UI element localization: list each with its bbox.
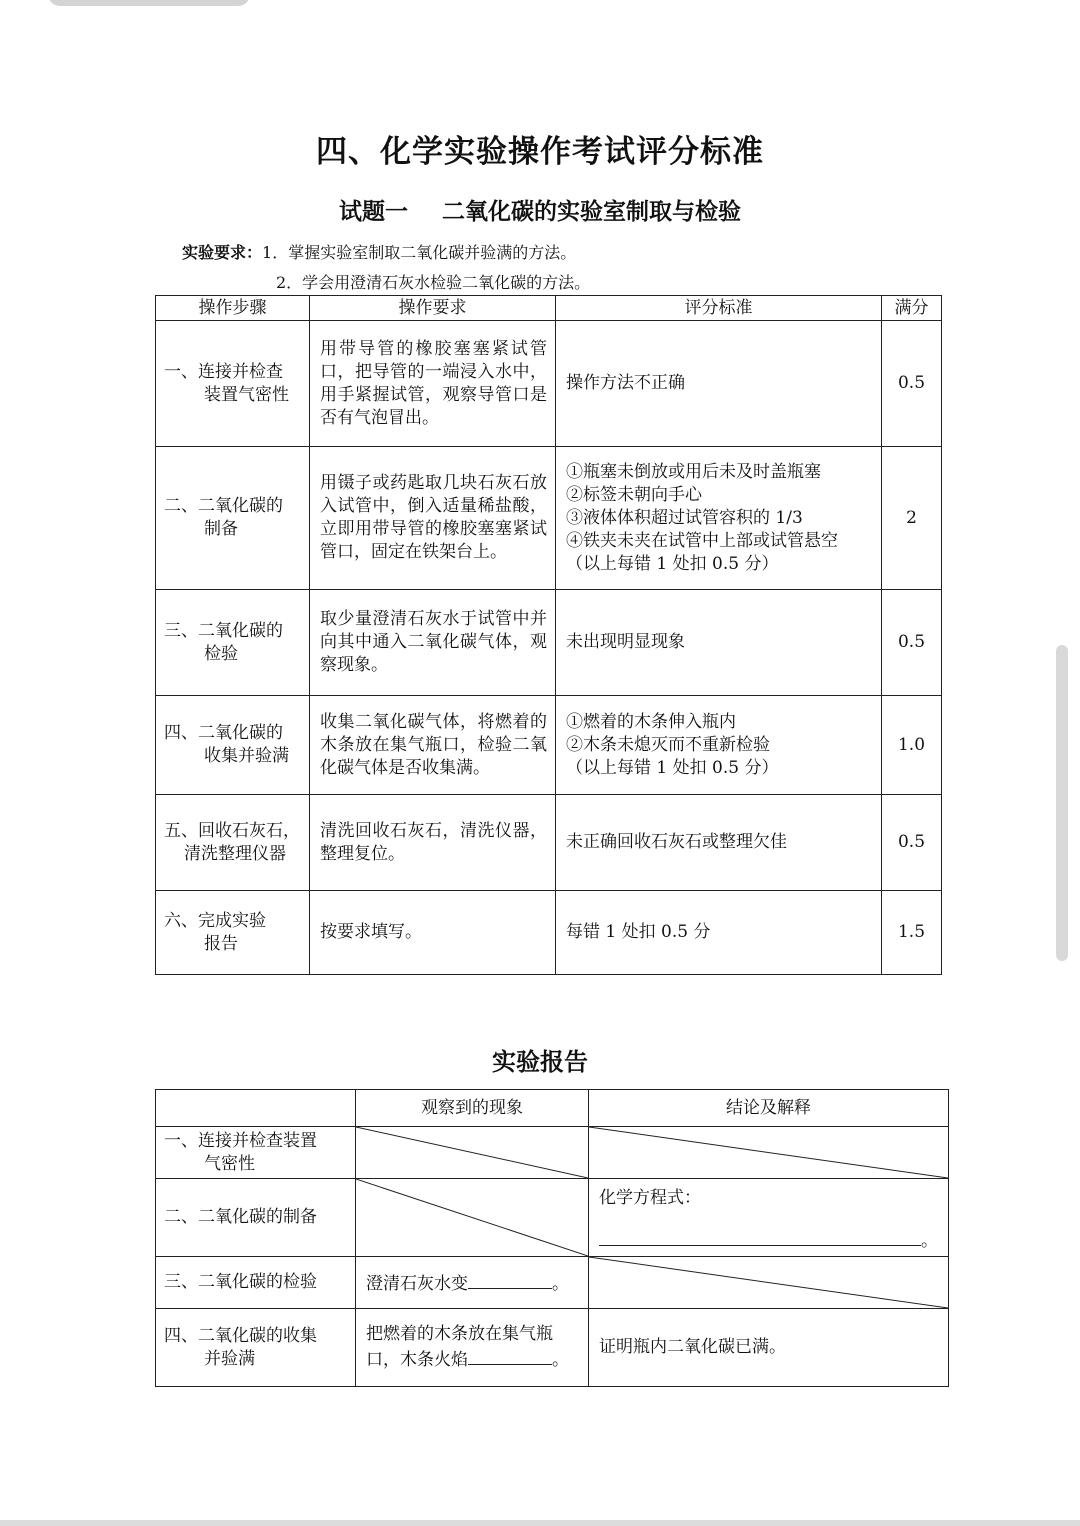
conclusion-cell (589, 1257, 949, 1309)
score-cell: 0.5 (882, 321, 942, 447)
diagonal-strike (356, 1127, 588, 1178)
step-label: 二、二氧化碳的制备 (164, 1207, 317, 1227)
table-row (156, 795, 942, 891)
score-cell: 2 (882, 447, 942, 590)
criteria-item: ④铁夹未夹在试管中上部或试管悬空 (566, 530, 838, 551)
diagonal-strike (589, 1257, 948, 1308)
observation-cell (356, 1257, 589, 1309)
observation-cell (356, 1127, 589, 1179)
criteria-cell (556, 795, 882, 891)
table-row (156, 1127, 949, 1179)
criteria-item: ②标签未朝向手心 (566, 484, 702, 505)
score-cell: 0.5 (882, 590, 942, 696)
observation-blank (468, 1346, 552, 1365)
step-label: 一、连接并检查装置 (164, 1130, 317, 1151)
criteria-note: （以上每错 1 处扣 0.5 分） (566, 553, 779, 574)
end-mark: 。 (552, 1350, 569, 1370)
conclusion-cell (589, 1179, 949, 1257)
table-row (156, 590, 942, 696)
report-step-cell (156, 1257, 356, 1309)
report-header-row (156, 1090, 949, 1127)
diagonal-strike (589, 1127, 948, 1178)
operation-cell: 按要求填写。 (310, 891, 556, 975)
step-label-cont: 并验满 (204, 1348, 255, 1369)
report-header-blank (156, 1090, 356, 1127)
criteria-item: ③液体体积超过试管容积的 1/3 (566, 507, 803, 528)
operation-cell: 收集二氧化碳气体，将燃着的木条放在集气瓶口，检验二氧化碳气体是否收集满。 (310, 696, 556, 795)
criteria-item: 未出现明显现象 (566, 632, 685, 652)
bottom-bar (0, 1520, 1080, 1526)
step-cell (156, 590, 310, 696)
criteria-cell (556, 696, 882, 795)
criteria-item: 未正确回收石灰石或整理欠佳 (566, 832, 787, 852)
step-label-cont: 装置气密性 (204, 384, 289, 405)
report-step-cell (156, 1179, 356, 1257)
step-cell (156, 891, 310, 975)
page-title: 四、化学实验操作考试评分标准 (316, 134, 764, 170)
step-label-cont: 清洗整理仪器 (184, 843, 286, 864)
report-step-cell (156, 1127, 356, 1179)
step-label-cont: 制备 (204, 519, 238, 539)
criteria-item: 每错 1 处扣 0.5 分 (566, 922, 711, 942)
step-label-cont: 报告 (204, 933, 238, 954)
operation-cell: 取少量澄清石灰水于试管中并向其中通入二氧化碳气体，观察现象。 (310, 590, 556, 696)
observation-blank (468, 1270, 552, 1289)
criteria-cell (556, 590, 882, 696)
score-cell: 1.0 (882, 696, 942, 795)
criteria-item: ②木条未熄灭而不重新检验 (566, 734, 770, 755)
topic-title (0, 193, 1080, 226)
criteria-item: 操作方法不正确 (566, 373, 685, 393)
step-label: 二、二氧化碳的 (164, 496, 283, 516)
table-row (156, 696, 942, 795)
header-step: 操作步骤 (156, 296, 310, 321)
table-row (156, 321, 942, 447)
criteria-cell (556, 321, 882, 447)
report-table (155, 1089, 949, 1387)
topic-number: 试题一 (339, 199, 408, 225)
operation-cell: 用带导管的橡胶塞塞紧试管口，把导管的一端浸入水中，用手紧握试管，观察导管口是否有气泡冒出。 (310, 321, 556, 447)
table-row (156, 447, 942, 590)
equation-label: 化学方程式： (599, 1188, 701, 1208)
requirement-label: 实验要求： (182, 243, 263, 262)
observation-text: 澄清石灰水变 (366, 1273, 468, 1294)
table-row (156, 1309, 949, 1387)
criteria-note: （以上每错 1 处扣 0.5 分） (566, 757, 779, 778)
table-row (156, 891, 942, 975)
equation-blank-line (599, 1227, 938, 1253)
topic-name: 二氧化碳的实验室制取与检验 (442, 199, 741, 225)
step-cell (156, 795, 310, 891)
observation-text-cont: 口，木条火焰 (366, 1350, 468, 1370)
step-label: 六、完成实验 (164, 910, 266, 931)
conclusion-cell: 证明瓶内二氧化碳已满。 (589, 1309, 949, 1387)
requirement-text: 1．掌握实验室制取二氧化碳并验满的方法。 (262, 243, 577, 262)
step-label: 三、二氧化碳的检验 (164, 1272, 317, 1292)
report-title: 实验报告 (492, 1048, 588, 1076)
header-operation: 操作要求 (310, 296, 556, 321)
step-label: 五、回收石灰石， (164, 820, 300, 841)
header-criteria: 评分标准 (556, 296, 882, 321)
end-mark: 。 (921, 1231, 938, 1251)
criteria-cell (556, 447, 882, 590)
end-mark: 。 (552, 1273, 569, 1294)
score-cell: 1.5 (882, 891, 942, 975)
observation-text: 把燃着的木条放在集气瓶 (366, 1324, 553, 1344)
grading-table (155, 295, 942, 975)
step-cell (156, 321, 310, 447)
requirement-2: 2．学会用澄清石灰水检验二氧化碳的方法。 (276, 273, 591, 292)
operation-cell: 用镊子或药匙取几块石灰石放入试管中，倒入适量稀盐酸，立即用带导管的橡胶塞塞紧试管口，固定在铁架台上。 (310, 447, 556, 590)
step-label-cont: 气密性 (204, 1153, 255, 1174)
operation-cell: 清洗回收石灰石，清洗仪器，整理复位。 (310, 795, 556, 891)
step-label: 四、二氧化碳的收集 (164, 1325, 317, 1346)
report-header-observation: 观察到的现象 (356, 1090, 589, 1127)
criteria-item: ①瓶塞未倒放或用后未及时盖瓶塞 (566, 461, 821, 482)
report-header-conclusion: 结论及解释 (589, 1090, 949, 1127)
step-label-cont: 收集并验满 (204, 746, 289, 766)
step-cell (156, 696, 310, 795)
grading-header-row (156, 296, 942, 321)
criteria-item: ①燃着的木条伸入瓶内 (566, 711, 736, 732)
score-cell: 0.5 (882, 795, 942, 891)
diagonal-strike (356, 1179, 588, 1256)
conclusion-cell (589, 1127, 949, 1179)
step-label: 一、连接并检查 (164, 361, 283, 382)
observation-cell (356, 1179, 589, 1257)
scrollbar-thumb[interactable] (1056, 645, 1068, 961)
step-cell (156, 447, 310, 590)
step-label: 四、二氧化碳的 (164, 723, 283, 743)
equation-blank (599, 1227, 921, 1246)
criteria-cell (556, 891, 882, 975)
top-tab (48, 0, 250, 6)
header-score: 满分 (882, 296, 942, 321)
step-label-cont: 检验 (204, 643, 238, 664)
step-label: 三、二氧化碳的 (164, 620, 283, 641)
observation-cell (356, 1309, 589, 1387)
requirement-1 (182, 243, 576, 263)
report-step-cell (156, 1309, 356, 1387)
table-row (156, 1179, 949, 1257)
table-row (156, 1257, 949, 1309)
